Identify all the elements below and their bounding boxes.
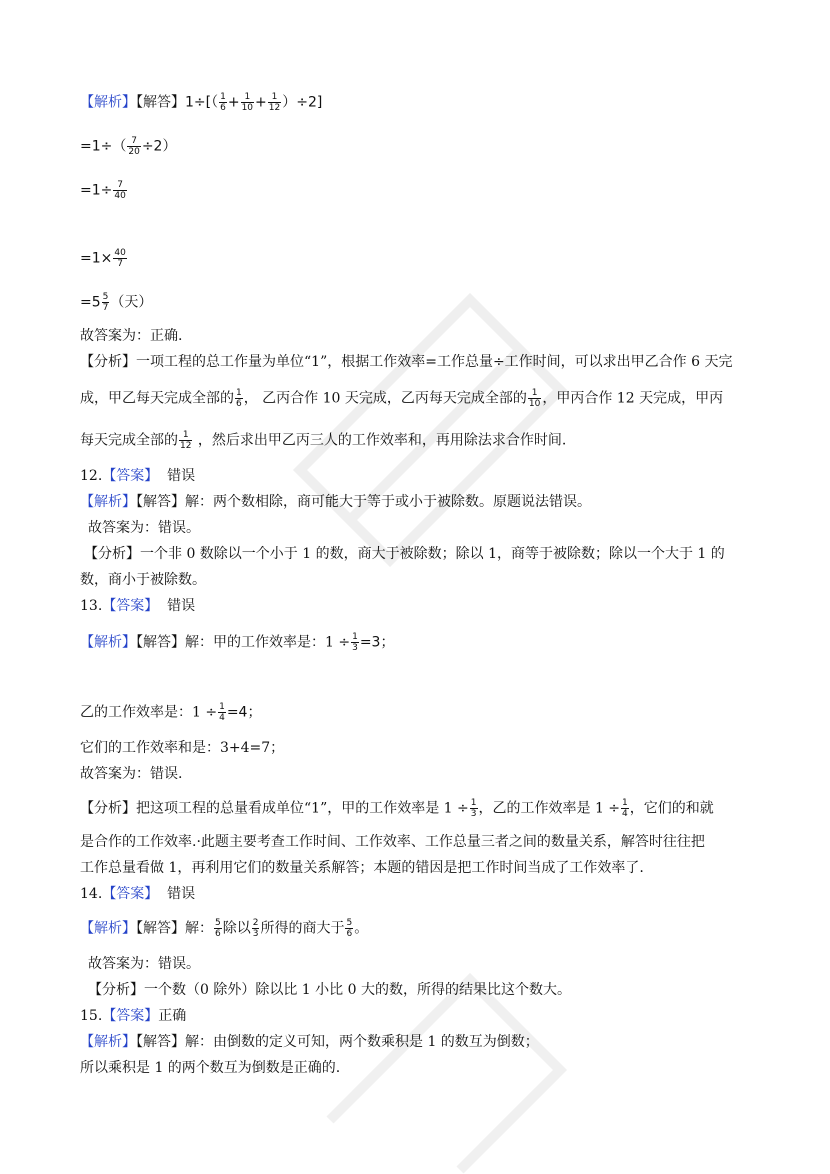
q14-header: 14.【答案】 错误 <box>80 886 196 902</box>
q13-answer: 错误 <box>167 598 196 614</box>
fraction: $\frac{1}{12}$ <box>180 430 192 451</box>
fraction: $\frac{5}{6}$ <box>215 918 221 939</box>
fraction: $\frac{1}{6}$ <box>220 92 226 113</box>
fraction: $\frac{2}{3}$ <box>252 918 259 939</box>
q15-solution: 【解析】【解答】解：由倒数的定义可知，两个数乘积是 1 的数互为倒数； <box>80 1034 539 1050</box>
fraction: $\frac{40}{7}$ <box>114 248 126 269</box>
q12-solution: 【解析】【解答】解：两个数相除，商可能大于等于或小于被除数。原题说法错误。 <box>80 494 591 510</box>
fraction: $\frac{1}{4}$ <box>622 798 628 819</box>
fraction: $\frac{7}{40}$ <box>114 180 126 201</box>
q11-step2: =1÷ $\frac{7}{40}$ <box>80 180 126 201</box>
q12-analysis-1: 【分析】一个非 0 数除以一个小于 1 的数，商大于被除数；除以 1，商等于被除数；除以一个大于 1 的 <box>84 546 725 562</box>
q14-answer: 错误 <box>167 886 196 902</box>
q13-line3: 它们的工作效率和是：3+4=7； <box>80 740 285 756</box>
q14-conclusion: 故答案为：错误。 <box>88 956 200 972</box>
q11-solution-line: 【解析】【解答】1÷[（ $\frac{1}{6}$ + $\frac{1}{10}$ + $\frac{1}{12}$ ）÷2] <box>80 92 323 113</box>
fraction: $\frac{1}{6}$ <box>236 388 242 409</box>
fraction: $\frac{1}{4}$ <box>219 702 225 723</box>
q13-conclusion: 故答案为：错误. <box>80 766 183 782</box>
q13-line2: 乙的工作效率是：1 ÷ $\frac{1}{4}$ =4； <box>80 702 262 723</box>
q15-header: 15.【答案】正确 <box>80 1008 187 1024</box>
q11-step1: =1÷（ $\frac{7}{20}$ ÷2） <box>80 136 177 157</box>
q12-answer: 错误 <box>167 468 196 484</box>
q13-solution: 【解析】【解答】解：甲的工作效率是：1 ÷ $\frac{1}{3}$ =3； <box>80 632 395 653</box>
q14-analysis: 【分析】一个数（0 除外）除以比 1 小比 0 大的数，所得的结果比这个数大。 <box>88 982 571 998</box>
fraction: $\frac{1}{3}$ <box>352 632 358 653</box>
q12-analysis-2: 数，商小于被除数。 <box>80 572 206 588</box>
q11-analysis-1: 【分析】一项工程的总工作量为单位“1”，根据工作效率=工作总量÷工作时间，可以求出甲乙合作 6 天完 <box>80 354 733 370</box>
fraction: $\frac{1}{10}$ <box>241 92 254 113</box>
q11-step3: =1× $\frac{40}{7}$ <box>80 248 126 269</box>
fraction: $\frac{1}{3}$ <box>470 798 477 819</box>
q15-answer: 正确 <box>158 1008 187 1024</box>
fraction: $\frac{5}{7}$ <box>102 292 109 313</box>
q12-header: 12.【答案】 错误 <box>80 468 196 484</box>
q13-analysis-3: 工作总量看做 1，再利用它们的数量关系解答；本题的错因是把工作时间当成了工作效率了. <box>80 860 644 876</box>
q15-conclusion: 所以乘积是 1 的两个数互为倒数是正确的. <box>80 1060 341 1076</box>
tag-jieda: 【解答】 <box>136 94 185 111</box>
fraction: $\frac{1}{10}$ <box>528 388 541 409</box>
q13-analysis-2: 是合作的工作效率.·此题主要考查工作时间、工作效率、工作总量三者之间的数量关系，解答时往往把 <box>80 834 705 850</box>
q12-conclusion: 故答案为：错误。 <box>88 520 200 536</box>
q11-conclusion: 故答案为：正确. <box>80 328 183 344</box>
q14-solution: 【解析】【解答】解： $\frac{5}{6}$ 除以 $\frac{2}{3}$ 所得的商大于 $\frac{5}{6}$ 。 <box>80 918 369 939</box>
fraction: $\frac{1}{12}$ <box>268 92 281 113</box>
fraction: $\frac{7}{20}$ <box>128 136 140 157</box>
q11-analysis-2: 成，甲乙每天完成全部的 $\frac{1}{6}$ ， 乙丙合作 10 天完成，乙丙每天完成全部的 $\frac{1}{10}$ ，甲丙合作 12 天完成，甲丙 <box>80 388 724 409</box>
q11-analysis-3: 每天完成全部的 $\frac{1}{12}$ ，然后求出甲乙丙三人的工作效率和，再用除法求合作时间. <box>80 430 567 451</box>
fraction: $\frac{5}{6}$ <box>346 918 353 939</box>
tag-jiexi: 【解析】 <box>80 94 136 111</box>
q13-header: 13.【答案】 错误 <box>80 598 196 614</box>
q11-step4: =5 $\frac{5}{7}$ （天） <box>80 292 153 313</box>
q13-analysis-1: 【分析】把这项工程的总量看成单位“1”，甲的工作效率是 1 ÷ $\frac{1}{3}$ ，乙的工作效率是 1 ÷ $\frac{1}{4}$ ，它们的和就 <box>80 798 714 819</box>
